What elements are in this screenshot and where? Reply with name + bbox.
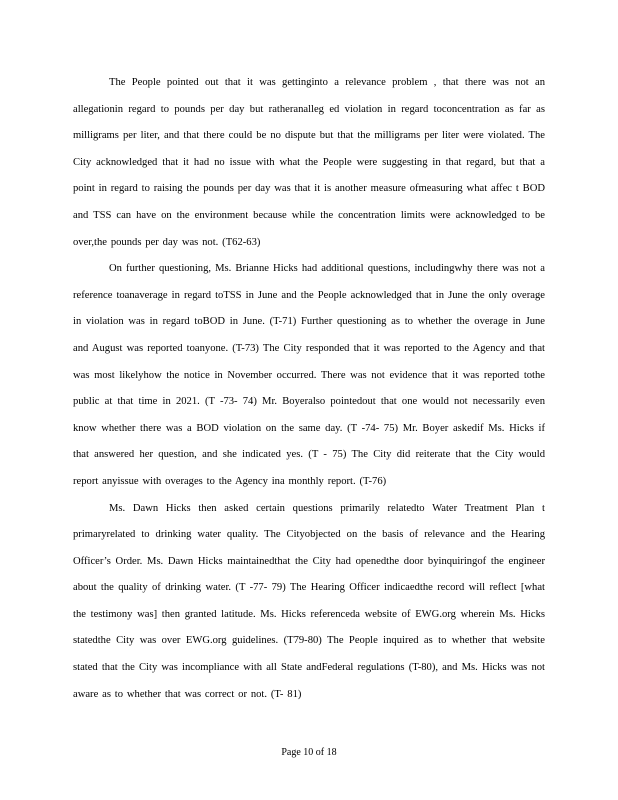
page-number-footer: Page 10 of 18 [281, 747, 337, 758]
paragraph-relevance-problem: The People pointed out that it was gettinginto a relevance problem , that there was not an allegationin regard to pounds per day but ratheranalleg ed violation in regard toconcentration as far as milligrams per liter, and that there could be no dispute but that the milligrams per liter were violated. The City acknowledged that it had no issue with what the People were suggesting in that regard, but that a point in regard to raising the pounds per day was that it is another measure ofmeasuring what affec t BOD and TSS can have on the environment because while the concentration limits were acknowledged to be over,the pounds per day was not. (T62-63) [73, 77, 545, 248]
paragraph-drinking-water: Ms. Dawn Hicks then asked certain questions primarily relatedto Water Treatment Plan t primaryrelated to drinking water quality. The Cityobjected on the basis of relevance and the Hearing Officer’s Order. Ms. Dawn Hicks maintainedthat the City had openedthe door byinquiringof the engineer about the quality of drinking water. (T -77- 79) The Hearing Officer indicaedthe record will reflect [what the testimony was] then granted latitude. Ms. Hicks referenceda website of EWG.org wherein Ms. Hicks statedthe City was over EWG.org guidelines. (T79-80) The People inquired as to whether that website stated that the City was incompliance with all State andFederal regulations (T-80), and Ms. Hicks was not aware as to whether that was correct or not. (T- 81) [73, 502, 545, 700]
body-text [73, 70, 545, 708]
paragraph-further-questioning: On further questioning, Ms. Brianne Hicks had additional questions, includingwhy there was not a reference toanaverage in regard toTSS in June and the People acknowledged that in June the only overage in violation was in regard toBOD in June. (T-71) Further questioning as to whether the overage in June and August was reported toanyone. (T-73) The City responded that it was reported to the Agency and that was most likelyhow the notice in November occurred. There was not evidence that it was reported tothe public at that time in 2021. (T -73- 74) Mr. Boyeralso pointedout that one would not necessarily even know whether there was a BOD violation on the same day. (T -74- 75) Mr. Boyer askedif Ms. Hicks if that answered her question, and she indicated yes. (T - 75) The City did reiterate that the City would report anyissue with overages to the Agency ina monthly report. (T-76) [73, 263, 545, 487]
